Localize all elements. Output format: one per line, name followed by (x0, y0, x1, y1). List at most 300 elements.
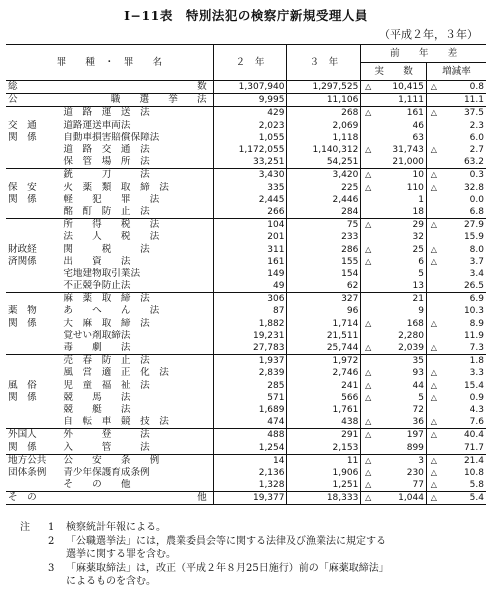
table-row (6, 479, 486, 492)
decrease-mark: △ (426, 380, 440, 392)
table-row (6, 342, 486, 355)
year3-value: 327 (287, 293, 361, 306)
year2-value: 1,328 (213, 479, 287, 492)
year2-value: 1,937 (213, 355, 287, 368)
decrease-mark: △ (361, 243, 375, 255)
diff-value: 6 (418, 256, 424, 267)
year2-value: 488 (213, 429, 287, 442)
crime-name: そ の 他 (63, 479, 131, 491)
decrease-mark (426, 268, 440, 280)
table-row (6, 305, 486, 317)
note-label (20, 548, 48, 562)
rate-value: 10.8 (463, 467, 484, 478)
year2-value: 49 (213, 280, 287, 293)
rate-value: 7.6 (469, 417, 484, 428)
decrease-mark: △ (361, 81, 375, 94)
crime-name: 道 路 運 送 法 (59, 107, 213, 120)
note-num (48, 575, 66, 589)
decrease-mark: △ (426, 243, 440, 255)
crime-category: 交 通 (8, 119, 37, 131)
decrease-mark: △ (426, 169, 440, 182)
rate-value: 0.0 (469, 194, 484, 205)
decrease-mark: △ (426, 367, 440, 379)
decrease-mark (361, 330, 375, 342)
crime-category: 総 (8, 81, 18, 93)
rate-value: 2.7 (469, 145, 484, 156)
table-title: I−11表 特別法犯の検察庁新規受理人員 (124, 8, 368, 23)
crime-category: 保 安 (8, 181, 37, 193)
rate-value: 26.5 (463, 281, 484, 292)
notes (20, 521, 480, 589)
diff-value: 72 (412, 404, 424, 415)
note-line (20, 562, 480, 576)
decrease-mark: △ (361, 416, 375, 429)
decrease-mark: △ (426, 342, 440, 355)
diff-value: 13 (412, 281, 424, 292)
crime-category (6, 169, 59, 182)
header-rate: 増減率 (426, 63, 486, 81)
crime-name: 自動車損害賠償保障法 (63, 131, 160, 143)
crime-name: 大 麻 取 締 法 (63, 317, 150, 329)
table-row (6, 404, 486, 416)
crime-name: 銃 刀 法 (59, 169, 213, 182)
year3-value: 3,420 (287, 169, 361, 182)
table-row (6, 454, 486, 467)
decrease-mark: △ (426, 454, 440, 467)
rate-value: 0.9 (469, 392, 484, 403)
header-actual: 実 数 (361, 63, 427, 81)
diff-value: 161 (375, 107, 426, 120)
crime-category: 公 (6, 94, 59, 107)
year2-value: 1,882 (213, 318, 287, 330)
decrease-mark: △ (426, 429, 440, 442)
table-row (6, 194, 486, 206)
table-row (6, 492, 486, 505)
decrease-mark (361, 355, 375, 368)
year3-value: 291 (287, 429, 361, 442)
table-subtitle: （平成２年，３年） (379, 28, 478, 41)
crime-category: 薬 物 (8, 305, 37, 317)
crime-category: 関 係 (8, 441, 37, 453)
crime-name: 所 得 税 法 (59, 219, 213, 232)
crime-name: 毒 劇 法 (63, 342, 131, 354)
year2-value: 33,251 (213, 156, 287, 169)
table-row (6, 219, 486, 232)
header-diff: 前 年 差 (361, 45, 486, 63)
decrease-mark (361, 441, 375, 454)
diff-value: 5 (418, 392, 424, 403)
decrease-mark (361, 194, 375, 206)
crime-category: 財政経 (8, 243, 37, 255)
table-row (6, 330, 486, 342)
year2-value: 3,430 (213, 169, 287, 182)
note-line (20, 521, 480, 535)
year2-value: 429 (213, 107, 287, 120)
decrease-mark: △ (426, 392, 440, 404)
table-row (6, 231, 486, 243)
crime-category (6, 416, 59, 429)
note-num: 1 (48, 522, 55, 533)
decrease-mark (361, 94, 375, 107)
decrease-mark: △ (361, 169, 375, 182)
crime-name: 関 税 法 (63, 243, 150, 255)
table-row (6, 441, 486, 454)
rate-value: 37.5 (441, 107, 486, 120)
year2-value: 335 (213, 182, 287, 194)
crime-name: 他 (59, 492, 213, 505)
decrease-mark: △ (426, 416, 440, 429)
year3-value: 11 (287, 454, 361, 467)
decrease-mark (426, 404, 440, 416)
crime-name: 酩 酊 防 止 法 (63, 205, 150, 217)
year3-value: 1,972 (287, 355, 361, 368)
year3-value: 1,761 (287, 404, 361, 416)
diff-value: 31,743 (392, 145, 424, 156)
year2-value: 285 (213, 380, 287, 392)
table-row (6, 293, 486, 306)
decrease-mark: △ (361, 219, 375, 232)
rate-value: 27.9 (441, 219, 486, 232)
crime-name: あ へ ん 法 (63, 305, 160, 317)
year3-value: 11,106 (287, 94, 361, 107)
table-row (6, 355, 486, 368)
year3-value: 2,153 (287, 441, 361, 454)
decrease-mark: △ (361, 144, 375, 156)
note-line (20, 575, 480, 589)
year3-value: 286 (287, 243, 361, 255)
decrease-mark: △ (361, 479, 375, 492)
year3-value: 566 (287, 392, 361, 404)
crime-category: そ の (6, 492, 59, 505)
diff-value: 77 (412, 480, 424, 491)
crime-name: 宅地建物取引業法 (63, 267, 141, 279)
diff-value: 10,415 (392, 82, 424, 93)
crime-name: 軽 犯 罪 法 (63, 193, 160, 205)
table-row (6, 107, 486, 120)
decrease-mark (426, 305, 440, 317)
rate-value: 6.0 (469, 132, 484, 143)
diff-value: 36 (412, 417, 424, 428)
table-row (6, 120, 486, 132)
rate-value: 4.3 (469, 404, 484, 415)
decrease-mark (361, 156, 375, 169)
decrease-mark: △ (426, 219, 440, 232)
note-num: 3 (48, 562, 55, 574)
crime-category: 地方公共 (6, 454, 59, 467)
diff-value: 230 (406, 467, 424, 478)
crime-name: 売 春 防 止 法 (59, 355, 213, 368)
crime-category (6, 280, 59, 293)
crime-name: 数 (197, 81, 207, 93)
note-label (20, 562, 48, 576)
crime-category (6, 404, 59, 416)
diff-value: 5 (418, 268, 424, 279)
crime-name: 公 安 条 例 (59, 454, 213, 467)
note-text: によるものを含む。 (66, 576, 156, 587)
year2-value: 27,783 (213, 342, 287, 355)
decrease-mark (361, 120, 375, 132)
table-row (6, 367, 486, 379)
diff-value: 93 (412, 368, 424, 379)
note-line (20, 548, 480, 562)
crime-category (6, 367, 59, 379)
header-crime: 罪 種 ・ 罪 名 (6, 45, 213, 81)
rate-value: 10.3 (463, 306, 484, 317)
diff-value: 168 (406, 318, 424, 329)
crime-category: 団体条例 (8, 466, 47, 478)
diff-value: 35 (375, 355, 426, 368)
diff-value: 29 (375, 219, 426, 232)
decrease-mark (361, 132, 375, 144)
decrease-mark (426, 194, 440, 206)
decrease-mark: △ (361, 454, 375, 467)
diff-value: 1,111 (375, 94, 426, 107)
decrease-mark (426, 156, 440, 169)
diff-value: 197 (375, 429, 426, 442)
crime-category (6, 268, 59, 280)
note-line (20, 535, 480, 549)
year2-value: 14 (213, 454, 287, 467)
rate-value: 15.4 (463, 380, 484, 391)
decrease-mark: △ (361, 429, 375, 442)
diff-value: 110 (406, 182, 424, 193)
year3-value: 75 (287, 219, 361, 232)
year2-value: 104 (213, 219, 287, 232)
rate-value: 0.8 (469, 82, 484, 93)
crime-category: 関 係 (8, 131, 37, 143)
diff-value: 18 (412, 206, 424, 217)
rate-value: 5.4 (441, 492, 486, 505)
rate-value: 11.9 (463, 330, 484, 341)
decrease-mark: △ (426, 81, 440, 94)
decrease-mark: △ (426, 467, 440, 479)
year2-value: 571 (213, 392, 287, 404)
crime-name: 麻 薬 取 締 法 (59, 293, 213, 306)
year2-value: 1,307,940 (213, 81, 287, 94)
decrease-mark (426, 293, 440, 306)
note-text: 検察統計年報による。 (66, 522, 166, 533)
year2-value: 201 (213, 231, 287, 243)
diff-value: 2,280 (398, 330, 424, 341)
crime-category (6, 219, 59, 232)
diff-value: 21,000 (392, 157, 424, 168)
diff-value: 44 (412, 380, 424, 391)
crime-name: 競 馬 法 (63, 391, 131, 403)
rate-value: 1.8 (441, 355, 486, 368)
diff-value: 21 (375, 293, 426, 306)
crime-name: 青少年保護育成条例 (63, 466, 150, 478)
year3-value: 96 (287, 305, 361, 317)
decrease-mark (426, 231, 440, 243)
diff-value: 2,039 (398, 343, 424, 354)
year3-value: 284 (287, 206, 361, 219)
table-row (6, 156, 486, 169)
crime-name: 風 営 適 正 化 法 (63, 367, 169, 379)
decrease-mark: △ (426, 492, 440, 505)
year3-value: 241 (287, 380, 361, 392)
decrease-mark: △ (361, 256, 375, 268)
crime-name: 道路運送車両法 (63, 119, 131, 131)
decrease-mark (426, 355, 440, 368)
rate-value: 11.1 (441, 94, 486, 107)
crime-category (6, 206, 59, 219)
diff-value: 1,044 (375, 492, 426, 505)
rate-value: 8.9 (469, 318, 484, 329)
crime-name: 自 転 車 競 技 法 (63, 416, 169, 428)
crime-category (6, 231, 59, 243)
crime-name: 法 人 税 法 (63, 231, 160, 243)
year2-value: 2,839 (213, 367, 287, 379)
crime-category: 風 俗 (8, 379, 37, 391)
table-row (6, 132, 486, 144)
year2-value: 311 (213, 243, 287, 255)
year3-value: 1,297,525 (287, 81, 361, 94)
year2-value: 19,377 (213, 492, 287, 505)
rate-value: 0.3 (441, 169, 486, 182)
decrease-mark: △ (361, 380, 375, 392)
rate-value: 3.4 (469, 268, 484, 279)
decrease-mark: △ (361, 342, 375, 355)
table-row (6, 182, 486, 194)
note-text: 「公職選挙法」には，農業委員会等に関する法律及び漁業法に規定する (66, 535, 386, 547)
year2-value: 2,023 (213, 120, 287, 132)
decrease-mark (361, 404, 375, 416)
decrease-mark: △ (361, 492, 375, 505)
rate-value: 3.7 (469, 256, 484, 267)
year2-value: 1,689 (213, 404, 287, 416)
rate-value: 32.8 (463, 182, 484, 193)
crime-name: 覚せい剤取締法 (63, 329, 131, 341)
decrease-mark (361, 268, 375, 280)
decrease-mark (361, 206, 375, 219)
year3-value: 438 (287, 416, 361, 429)
note-text: 選挙に関する罪を含む。 (66, 549, 176, 560)
rate-value: 6.8 (469, 206, 484, 217)
year3-value: 2,446 (287, 194, 361, 206)
rate-value: 3.3 (469, 368, 484, 379)
rate-value: 8.0 (469, 244, 484, 255)
decrease-mark (426, 94, 440, 107)
year2-value: 1,172,055 (213, 144, 287, 156)
note-label: 注 (20, 522, 30, 533)
crime-category (6, 107, 59, 120)
diff-value: 1 (418, 194, 424, 205)
table-row (6, 206, 486, 219)
year2-value: 149 (213, 268, 287, 280)
decrease-mark: △ (426, 144, 440, 156)
year2-value: 87 (213, 305, 287, 317)
decrease-mark (426, 330, 440, 342)
year3-value: 54,251 (287, 156, 361, 169)
table-row (6, 280, 486, 293)
rate-value: 71.7 (463, 442, 484, 453)
year3-value: 1,140,312 (287, 144, 361, 156)
note-label (20, 575, 48, 589)
rate-value: 5.8 (469, 480, 484, 491)
crime-name: 職 選 挙 法 (59, 94, 213, 107)
decrease-mark: △ (361, 392, 375, 404)
header-year3: ３ 年 (287, 45, 361, 81)
crime-name: 外 登 法 (59, 429, 213, 442)
diff-value: 9 (418, 306, 424, 317)
crime-name: 競 艇 法 (63, 403, 131, 415)
crime-name: 道 路 交 通 法 (63, 144, 150, 156)
year3-value: 1,251 (287, 479, 361, 492)
decrease-mark (361, 293, 375, 306)
year2-value: 2,136 (213, 467, 287, 479)
decrease-mark: △ (361, 318, 375, 330)
year3-value: 154 (287, 268, 361, 280)
decrease-mark (361, 280, 375, 293)
note-text: 「麻薬取締法」は，改正（平成２年８月25日施行）前の「麻薬取締法」 (66, 562, 389, 574)
year2-value: 474 (213, 416, 287, 429)
rate-value: 15.9 (463, 232, 484, 243)
rate-value: 21.4 (441, 454, 486, 467)
rate-value: 7.3 (469, 343, 484, 354)
decrease-mark: △ (361, 467, 375, 479)
decrease-mark (426, 280, 440, 293)
crime-category (6, 330, 59, 342)
year2-value: 2,445 (213, 194, 287, 206)
decrease-mark: △ (426, 318, 440, 330)
decrease-mark: △ (426, 107, 440, 120)
header-year2: ２ 年 (213, 45, 287, 81)
decrease-mark (426, 441, 440, 454)
crime-name: 保 管 場 所 法 (63, 156, 150, 168)
year3-value: 1,714 (287, 318, 361, 330)
year3-value: 25,744 (287, 342, 361, 355)
crime-category: 外国人 (6, 429, 59, 442)
crime-category (6, 342, 59, 355)
crime-name: 入 管 法 (63, 441, 150, 453)
year3-value: 155 (287, 256, 361, 268)
year3-value: 62 (287, 280, 361, 293)
year3-value: 21,511 (287, 330, 361, 342)
crime-category (6, 293, 59, 306)
table-row (6, 94, 486, 107)
decrease-mark: △ (361, 367, 375, 379)
year3-value: 225 (287, 182, 361, 194)
decrease-mark: △ (361, 107, 375, 120)
year3-value: 2,069 (287, 120, 361, 132)
year2-value: 19,231 (213, 330, 287, 342)
table-row (6, 144, 486, 156)
year3-value: 1,906 (287, 467, 361, 479)
rate-value: 40.4 (441, 429, 486, 442)
diff-value: 32 (412, 232, 424, 243)
table-row (6, 81, 486, 94)
crime-category (6, 355, 59, 368)
note-label (20, 535, 48, 549)
table-row (6, 467, 486, 479)
diff-value: 25 (412, 244, 424, 255)
crime-name: 児 童 福 祉 法 (63, 379, 150, 391)
table-row (6, 429, 486, 442)
diff-value: 46 (412, 120, 424, 131)
note-num (48, 548, 66, 562)
table-row (6, 169, 486, 182)
crime-category (6, 156, 59, 169)
rate-value: 2.3 (469, 120, 484, 131)
year3-value: 233 (287, 231, 361, 243)
decrease-mark (426, 120, 440, 132)
table-row (6, 416, 486, 429)
year3-value: 1,118 (287, 132, 361, 144)
rate-value: 63.2 (463, 157, 484, 168)
table-row (6, 380, 486, 392)
table-row (6, 392, 486, 404)
diff-value: 899 (406, 442, 424, 453)
